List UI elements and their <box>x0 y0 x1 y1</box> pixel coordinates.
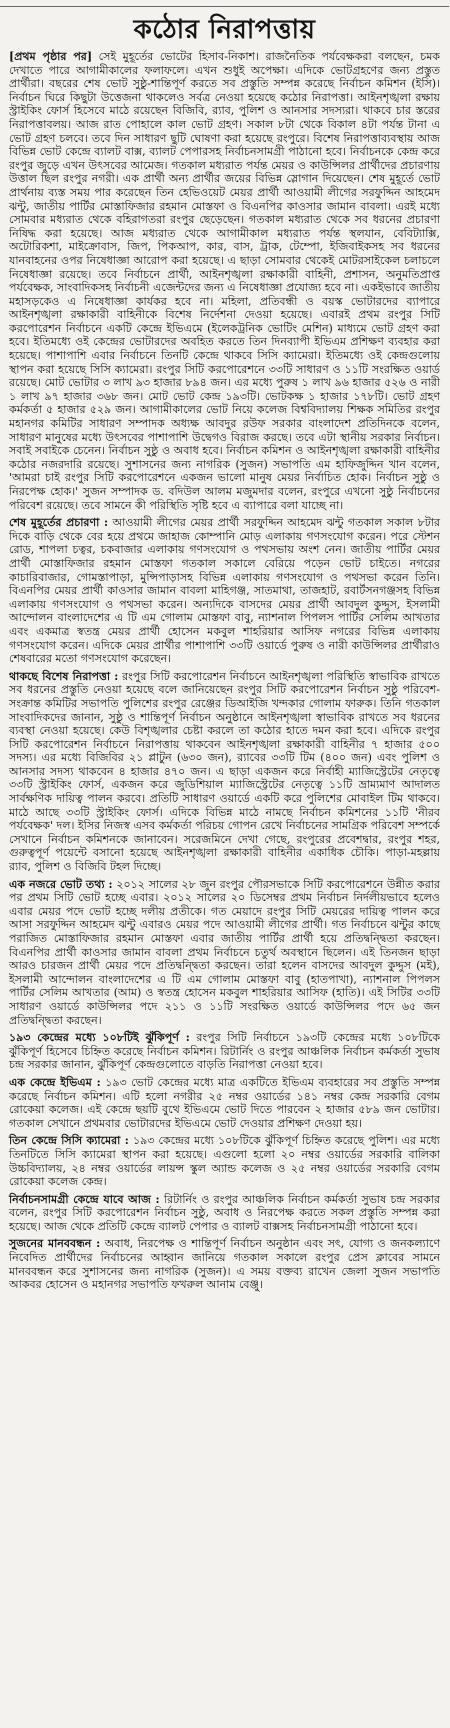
top-rule <box>0 6 449 11</box>
subheading-vote-facts: এক নজরে ভোট তথ্য : <box>9 877 113 891</box>
section-human-chain-body: অবাধ, নিরপেক্ষ ও শান্তিপূর্ণ নির্বাচন অনুষ্ঠান এবং সৎ, যোগ্য ও জনকল্যাণে নিবেদিত প্রার্থীদের নির্বাচনের আহ্বান জানিয়ে গতকাল সকালে রংপুর প্রেস ক্লাবের সামনে মানববন্ধন করে সুশাসনের জন্য নাগরিক (সুজন)। এ সময় বক্তব্য রাখেন জেলা সুজন সভাপতি আকবর হোসেন ও মহানগর সভাপতি ফখরুল আনাম বেঞ্জু। <box>9 1237 441 1292</box>
section-evm <box>9 1076 440 1130</box>
section-vote-facts-body: ২০১২ সালের ২৮ জুন রংপুর পৌরসভাকে সিটি করপোরেশনে উন্নীত করার পর প্রথম সিটি ভোট হচ্ছে এবার। ২০১২ সালের ২০ ডিসেম্বর প্রথম নির্বাচন নির্দলীয়ভাবে হলেও এবার মেয়র পদে ভোট হচ্ছে দলীয় প্রতীকে। গত মেয়াদে রংপুর সিটি মেয়রের দায়িত্ব পালন করে আসা সরফুদ্দিন আহমেদ ঝন্টু এবারও মেয়র পদে আওয়ামী লীগের প্রার্থী। গত নির্বাচনে ঝন্টুর কাছে পরাজিত মোস্তাফিজার রহমান মোস্তফা এবার জাতীয় পার্টির প্রার্থী হয়ে প্রতিদ্বন্দ্বিতা করছেন। বিএনপির প্রার্থী কাওসার জামান বাবলা প্রথম নির্বাচনে চতুর্থ অবস্থানে ছিলেন। এই তিনজন ছাড়া আরও চারজন প্রার্থী মেয়র পদে প্রতিদ্বন্দ্বিতা করছেন। তারা হলেন বাসদের আবদুল কুদ্দুস (মই), ইসলামী আন্দোলন বাংলাদেশের এ টি এম গোলাম মোস্তফা বাবু (হাতপাখা), ন্যাশনাল পিপলস পার্টির সেলিম আখতার (আম) ও স্বতন্ত্র হোসেন মকবুল শাহরিয়ার আসিফ (হাতি)। এই সিটির ৩৩টি সাধারণ ওয়ার্ডে কাউন্সিলর পদে ২১১ ও ১১টি সংরক্ষিত ওয়ার্ডে কাউন্সিলর পদে ৬৫ জন প্রতিদ্বন্দ্বিতা করছেন। <box>9 877 440 1027</box>
jump-label: [প্রথম পৃষ্ঠার পর] <box>9 50 93 63</box>
section-campaign <box>9 516 440 666</box>
section-risky-centres-body: রংপুর সিটি নির্বাচনে ১৯৩টি কেন্দ্রের মধ্যে ১০৮টিকে ঝুঁকিপূর্ণ হিসেবে চিহ্নিত করেছে নির্বাচন কমিশন। রিটার্নিং ও রংপুর আঞ্চলিক নির্বাচন কর্মকর্তা সুভাষ চন্দ্র সরকার জানান, ঝুঁকিপূর্ণ কেন্দ্রগুলোতে বাড়তি নিরাপত্তা নেওয়া হবে। <box>9 1031 441 1072</box>
section-human-chain <box>9 1237 440 1291</box>
article-paragraph-intro <box>9 50 440 512</box>
section-security <box>9 670 440 874</box>
subheading-materials: নির্বাচনসামগ্রী কেন্দ্রে যাবে আজ : <box>9 1192 160 1206</box>
subheading-cctv: তিন কেন্দ্রে সিসি ক্যামেরা : <box>9 1134 129 1148</box>
section-security-body: রংপুর সিটি করপোরেশন নির্বাচনে আইনশৃঙ্খলা পরিস্থিতি স্বাভাবিক রাখতে সব ধরনের প্রস্তুতি নেওয়া হয়েছে বলে জানিয়েছেন রংপুর সিটি করপোরেশন নির্বাচন সুষ্ঠু পরিবেশ-সংক্রান্ত কমিটির সভাপতি পুলিশের রংপুর রেঞ্জের ডিআইজি খন্দকার গোলাম ফারুক। তিনি গতকাল সাংবাদিকদের জানান, সুষ্ঠু ও শান্তিপূর্ণ নির্বাচন অনুষ্ঠানে আইনশৃঙ্খলা স্বাভাবিক রাখতে সব ধরনের ব্যবস্থা নেওয়া হয়েছে। কেউ বিশৃঙ্খলার চেষ্টা করলে তা কঠোর হাতে দমন করা হবে। এদিকে রংপুর সিটি করপোরেশন নির্বাচনে নিরাপত্তায় থাকবেন আইনশৃঙ্খলা রক্ষাকারী বাহিনীর ৭ হাজার ৫০০ সদস্য। এর মধ্যে বিজিবির ২১ প্লাটুন (৬৩০ জন), র‌্যাবের ৩৩টি টিম (৪০০ জন) এবং পুলিশ ও আনসার সদস্য থাকবেন ৪ হাজার ৪৭০ জন। এ ছাড়া একজন করে নির্বাহী ম্যাজিস্ট্রেটের নেতৃত্বে ৩৩টি স্ট্রাইকিং ফোর্স, একজন করে জুডিশিয়াল ম্যাজিস্ট্রেটের নেতৃত্বে ১১টি ভ্রাম্যমাণ আদালত সার্বক্ষণিক দায়িত্ব পালন করবে। প্রতিটি সাধারণ ওয়ার্ডে একটি করে পুলিশের মোবাইল টিম থাকবে। মাঠে আছে ৩৩টি স্ট্রাইকিং ফোর্স। এদিকে বিভিন্ন মাঠে নামছে নির্বাচন কমিশনের ১১টি 'নীরব পর্যবেক্ষক' দল। ইসির নিজস্ব এসব কর্মকর্তা পরিচয় গোপন রেখে নির্বাচনের সামগ্রিক পরিবেশ সম্পর্কে সেখানে নির্বাচন কমিশনকে জানাবেন। সরেজমিনে দেখা গেছে, রংপুরের প্রবেশদ্বার, রংপুর শহর, গুরুত্বপূর্ণ পয়েন্টে বসানো হয়েছে আইনশৃঙ্খলা রক্ষাকারী বাহিনীর একাধিক চৌকি। পাড়া-মহল্লায় র‌্যাব, পুলিশ ও বিজিবি টহল দিচ্ছে। <box>9 669 440 874</box>
section-risky-centres <box>9 1031 440 1072</box>
subheading-risky-centres: ১৯৩ কেন্দ্রের মধ্যে ১০৮টিই ঝুঁকিপূর্ণ : <box>9 1031 190 1045</box>
section-materials-body: রিটার্নিং ও রংপুর আঞ্চলিক নির্বাচন কর্মকর্তা সুভাষ চন্দ্র সরকার বলেন, রংপুর সিটি করপোরেশন নির্বাচন সুষ্ঠু, অবাধ ও নিরপেক্ষ করতে সকল প্রস্তুতি সম্পন্ন করা হয়েছে। আজ থেকে প্রতিটি কেন্দ্রে ব্যালট পেপার ও ব্যালট বাক্সসহ নির্বাচনসামগ্রী পাঠানো হবে। <box>9 1192 441 1233</box>
subheading-campaign: শেষ মুহূর্তের প্রচারণা : <box>9 516 109 530</box>
article-column <box>9 6 440 1292</box>
subheading-human-chain: সুজনের মানববন্ধন : <box>9 1237 101 1251</box>
article-headline: কঠোর নিরাপত্তায় <box>133 15 316 45</box>
subheading-security: থাকছে বিশেষ নিরাপত্তা : <box>9 669 119 683</box>
section-evm-body: ১৯৩ ভোট কেন্দ্রের মধ্যে মাত্র একটিতে ইভিএম ব্যবহারের সব প্রস্তুতি সম্পন্ন করেছে নির্বাচন কমিশন। এটি হলো নগরীর ২৫ নম্বর ওয়ার্ডের ১৪১ নম্বর কেন্দ্র সরকারি বেগম রোকেয়া কলেজ। এই কেন্দ্রে ছয়টি বুথে ইভিএমে ভোট দিতে পারবেন ২ হাজার ৫৮৯ জন ভোটার। গতকাল সেখানে প্রথমবার ভোটারদের ইভিএমে ভোট দেওয়ার প্রশিক্ষণ দেওয়া হয়। <box>9 1075 441 1130</box>
section-vote-facts <box>9 878 440 1028</box>
subheading-evm: এক কেন্দ্রে ইভিএম : <box>9 1075 101 1089</box>
section-materials <box>9 1193 440 1234</box>
section-cctv <box>9 1134 440 1188</box>
section-campaign-body: আওয়ামী লীগের মেয়র প্রার্থী সরফুদ্দিন আহমেদ ঝন্টু গতকাল সকাল ৮টার দিকে বাড়ি থেকে বের হয়ে প্রথমে জাহাজ কোম্পানি মোড় এলাকায় গণসংযোগ করেন। পরে স্টেশন রোড, শাপলা চত্বর, চকবাজার এলাকায় গণসংযোগ ও পথসভায় অংশ নেন। জাতীয় পার্টির মেয়র প্রার্থী মোস্তাফিজার রহমান মোস্তফা গতকাল সকালে বেরিয়ে পড়েন ভোট চাইতে। নগরের কাচারিবাজার, গোমস্তাপাড়া, মুন্সিপাড়াসহ বিভিন্ন এলাকায় গণসংযোগ ও পথসভা করেন তিনি। বিএনপির মেয়র প্রার্থী কাওসার জামান বাবলা মাহিগঞ্জ, সাতমাথা, তাজহাট, রবার্টসনগঞ্জসহ বিভিন্ন এলাকায় গণসংযোগ ও পথসভা করেন। অন্যদিকে বাসদের মেয়র প্রার্থী আবদুল কুদ্দুস, ইসলামী আন্দোলন বাংলাদেশের এ টি এম গোলাম মোস্তফা বাবু, ন্যাশনাল পিপলস পার্টির সেলিম আখতার এবং একমাত্র স্বতন্ত্র মেয়র প্রার্থী হোসেন মকবুল শাহরিয়ার আসিফ নগরের বিভিন্ন এলাকায় গণসংযোগ করেন। এদিকে মেয়র প্রার্থীর পাশাপাশি ৩৩টি ওয়ার্ডে পুরুষ ও নারী কাউন্সিলর প্রার্থীরাও শেষবারের মতো গণসংযোগ করেছেন। <box>9 516 440 666</box>
intro-body: সেই মুহূর্তের ভোটের হিসাব-নিকাশ। রাজনৈতিক পর্যবেক্ষকরা বলছেন, চমক দেখাতে পারে আগামীকালের ফলাফলে। এখন শুধুই অপেক্ষা। এদিকে ভোটগ্রহণের জন্য প্রস্তুত প্রার্থীরা। বছরের শেষ ভোট সুষ্ঠু-শান্তিপূর্ণ করতে সব প্রস্তুতি সম্পন্ন করেছে নির্বাচন কমিশন (ইসি)। নির্বাচন ঘিরে কিছুটা উত্তেজনা থাকলেও সর্বত্র নেওয়া হয়েছে কঠোর নিরাপত্তা। আইনশৃঙ্খলা রক্ষায় স্ট্রাইকিং ফোর্স হিসেবে মাঠে রয়েছেন বিজিবি, র‌্যাব, পুলিশ ও আনসার সদস্যরা। থাকবে চার স্তরের নিরাপত্তাবলয়। আজ রাত পোহালে কাল ভোট গ্রহণ। সকাল ৮টা থেকে বিকাল ৪টা পর্যন্ত টানা এ ভোট গ্রহণ চলবে। তবে দিন সাধারণ ছুটি ঘোষণা করা হয়েছে রংপুরে। বিশেষ নিরাপত্তাব্যবস্থায় আজ বিভিন্ন ভোট কেন্দ্রে ব্যালট বাক্স, ব্যালট পেপারসহ নির্বাচনসামগ্রী পাঠানো হবে। নির্বাচনকে কেন্দ্র করে রংপুর জুড়ে এখন উৎসবের আমেজ। গতকাল মধ্যরাত পর্যন্ত মেয়র ও কাউন্সিলর প্রার্থীদের প্রচারণায় উত্তাল ছিল রংপুর নগরী। এক প্রার্থী অন্য প্রার্থীর জয়ের বিভিন্ন স্লোগান দিয়েছেন। শেষ মুহূর্তে ভোট প্রার্থনায় ব্যস্ত সময় পার করেছেন তিন হেভিওয়েট মেয়র প্রার্থী আওয়ামী লীগের সরফুদ্দিন আহমেদ ঝন্টু, জাতীয় পার্টির মোস্তাফিজার রহমান মোস্তফা ও বিএনপির কাওসার জামান বাবলা। এরই মধ্যে সোমবার মধ্যরাত থেকে বহিরাগতরা রংপুর ছেড়েছেন। গতকাল মধ্যরাত থেকে সব ধরনের প্রচারণা নিষিদ্ধ করা হয়েছে। আজ মধ্যরাত থেকে আগামীকাল মধ্যরাত পর্যন্ত স্থলযান, বেবিট্যাক্সি, অটোরিকশা, মাইক্রোবাস, জিপ, পিকআপ, কার, বাস, ট্রাক, টেম্পো, ইজিবাইকসহ সব ধরনের যানবাহনের ওপর নিষেধাজ্ঞা আরোপ করা হয়েছে। এ ছাড়া সোমবার থেকেই মোটরসাইকেল চলাচলে নিষেধাজ্ঞা রয়েছে। তবে নির্বাচনে প্রার্থী, আইনশৃঙ্খলা রক্ষাকারী বাহিনী, প্রশাসন, অনুমতিপ্রাপ্ত পর্যবেক্ষক, সাংবাদিকসহ নির্বাচনী এজেন্টদের জন্য এ নিষেধাজ্ঞা প্রযোজ্য হবে না। একইভাবে জাতীয় মহাসড়কেও এ নিষেধাজ্ঞা কার্যকর হবে না। মহিলা, প্রতিবন্ধী ও বয়স্ক ভোটারদের ব্যাপারে আইনশৃঙ্খলা রক্ষাকারী বাহিনীকে বিশেষ নির্দেশনা দেওয়া হয়েছে। এবারই প্রথম রংপুর সিটি করপোরেশন নির্বাচনে একটি কেন্দ্রে ইভিএমে (ইলেকট্রনিক ভোটিং মেশিন) মাধ্যমে ভোট গ্রহণ করা হবে। ইতিমধ্যে ওই কেন্দ্রের ভোটারদের অবহিত করতে তিন দিনব্যাপী ইভিএম প্রশিক্ষণ ব্যবহার করা হয়েছে। পাশাপাশি এবার নির্বাচনে তিনটি কেন্দ্রে থাকবে সিসি ক্যামেরা। ইতিমধ্যে ওই কেন্দ্রগুলোয় স্থাপন করা হয়েছে সিসি ক্যামেরা। রংপুর সিটি করপোরেশনে ৩৩টি সাধারণ ও ১১টি সংরক্ষিত ওয়ার্ড রয়েছে। মোট ভোটার ৩ লাখ ৯৩ হাজার ৮৯৪ জন। এর মধ্যে পুরুষ ১ লাখ ৯৬ হাজার ৫২৬ ও নারী ১ লাখ ৯৭ হাজার ৩৬৮ জন। মোট ভোট কেন্দ্র ১৯৩টি। ভোটকক্ষ ১ হাজার ১৭৮টি। ভোট গ্রহণ কর্মকর্তা ৫ হাজার ৫২৯ জন। আগামীকালের ভোট নিয়ে কলেজ বিশ্ববিদ্যালয় শিক্ষক সমিতির রংপুর মহানগর কমিটির সাধারণ সম্পাদক অধ্যক্ষ আবদুর রউফ সরকার বাংলাদেশ প্রতিদিনকে বলেন, সাধারণ মানুষের মধ্যে উৎসবের পাশাপাশি উদ্বেগও বিরাজ করছে। তবে এটা স্থানীয় সরকার নির্বাচন। সবাই সবাইকে চেনেন। নির্বাচন সুষ্ঠু ও অবাধ হবে। নির্বাচন কমিশন ও আইনশৃঙ্খলা রক্ষাকারী বাহিনীর কঠোর নজরদারি রয়েছে। সুশাসনের জন্য নাগরিক (সুজন) সভাপতি এম হাফিজুদ্দিন খান বলেন, 'আমরা চাই রংপুর সিটি করপোরেশনে একজন ভালো মানুষ মেয়র নির্বাচিত হোক। নির্বাচন সুষ্ঠু ও নিরপেক্ষ হোক।' সুজন সম্পাদক ড. বদিউল আলম মজুমদার বলেন, রংপুরে এখনো সুষ্ঠু নির্বাচনের পরিবেশ রয়েছে। তবে সামনে কী পরিস্থিতি সৃষ্টি হবে এ ব্যাপারে বলা যাচ্ছে না। <box>9 50 441 512</box>
section-cctv-body: ১৯৩ কেন্দ্রের মধ্যে ১০৮টিকে ঝুঁকিপূর্ণ চিহ্নিত করেছে পুলিশ। এর মধ্যে তিনটিতে সিসি ক্যামেরা স্থাপন করা হয়েছে। এগুলো হলো ২০ নম্বর ওয়ার্ডের সরকারি বালিকা উচ্চবিদ্যালয়, ২৪ নম্বর ওয়ার্ডের লায়ন্স স্কুল অ্যান্ড কলেজ ও ২৫ নম্বর ওয়ার্ডের সরকারি বেগম রোকেয়া কলেজ কেন্দ্র। <box>9 1134 440 1189</box>
